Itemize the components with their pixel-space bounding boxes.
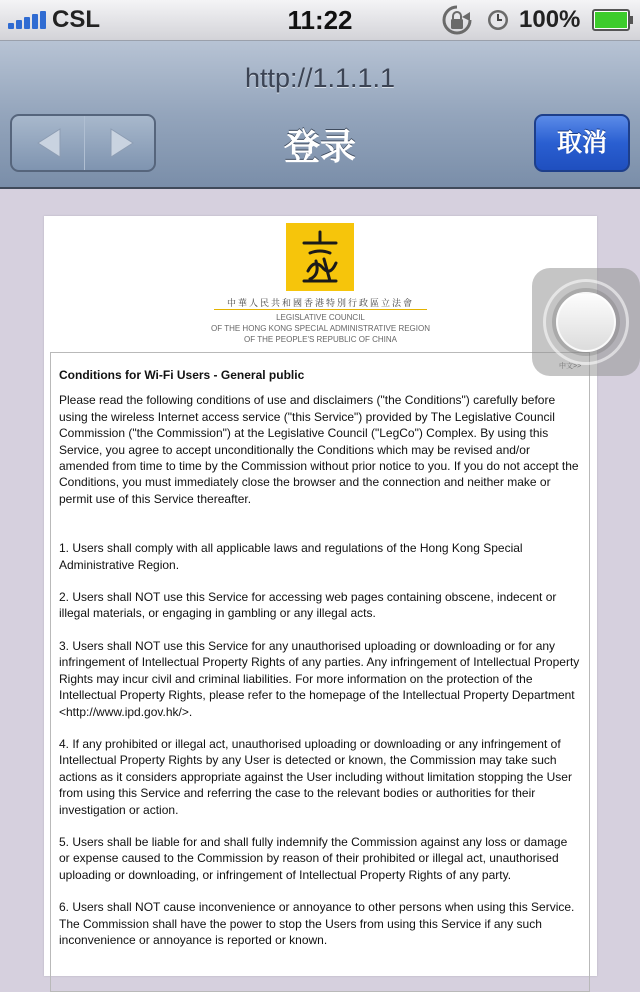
status-bar (0, 0, 640, 41)
assistive-core (556, 292, 616, 352)
legco-emblem-logo (286, 223, 354, 291)
org-line-2: OF THE HONG KONG SPECIAL ADMINISTRATIVE REGION (211, 324, 430, 333)
organisation-english-name (44, 312, 597, 345)
status-time: 11:22 (287, 5, 353, 35)
battery-percentage: 100% (519, 6, 581, 33)
terms-intro: Please read the following conditions of use and disclaimers ("the Conditions") carefully before using the wireless Internet access service ("this Service") provided by The Legislative Council Commission ("the Commission") at the Legislative Council ("LegCo") Complex. By using this Service, you agree to accept unconditionally the Conditions which may be revised and/or amended from time to time by the Commission without prior notice to you. If you do not accept the Conditions, you must immediately close the browser and the connection and neither make or permit use of this Service thereafter. (59, 393, 579, 506)
terms-title: Conditions for Wi-Fi Users - General public (59, 368, 305, 382)
terms-item: 3. Users shall NOT use this Service for any unauthorised uploading or downloading or for any infringement of Intellectual Property Rights of any parties. Any infringement of Intellectual Property Rights may incur civil and criminal liabilities. For more information on the protection of the Intellectual Property Rights, please refer to the homepage of the Intellectual Property Department <http://www.ipd.gov.hk/>. (59, 638, 580, 719)
battery-icon (592, 9, 634, 31)
org-line-1: LEGISLATIVE COUNCIL (276, 313, 365, 322)
terms-item: 1. Users shall comply with all applicable laws and regulations of the Hong Kong Special Administrative Region. (59, 541, 523, 572)
org-line-3: OF THE PEOPLE'S REPUBLIC OF CHINA (244, 335, 397, 344)
terms-item: 4. If any prohibited or illegal act, unauthorised uploading or downloading or any infringement of Intellectual Property Rights by any User is detected or known, the Commission may take such actions as it considers appropriate against the User including without limitation stopping the User from using this Service and referring the case to the relevant bodies or authorities for their investigation or action. (59, 736, 572, 817)
terms-item: 2. Users shall NOT use this Service for accessing web pages containing obscene, indecent or illegal materials, or engaging in gambling or any illegal acts. (59, 590, 557, 621)
terms-item: 6. Users shall NOT cause inconvenience or annoyance to other persons when using this Service. The Commission shall have the power to stop the Users from using this Service if any such inconvenience or annoyance is reported or known. (59, 900, 575, 947)
organisation-chinese-name: 中華人民共和國香港特別行政區立法會 (226, 298, 414, 308)
terms-item: 5. Users shall be liable for and shall fully indemnify the Commission against any loss or damage or expense caused to the Commission by reason of their prohibited or illegal act, unauthorised uploading or downloading, or infringement of Intellectual Property Rights of any party. (59, 834, 568, 882)
rotation-lock-icon (440, 4, 474, 36)
assistive-touch-icon[interactable] (532, 268, 640, 376)
divider (214, 309, 427, 310)
page-title: 登录 (283, 126, 356, 167)
browser-login-navbar (0, 41, 640, 189)
terms-conditions-box[interactable] (50, 352, 590, 992)
login-web-page (44, 216, 597, 976)
alarm-icon (486, 8, 510, 32)
url-label: http://1.1.1.1 (244, 63, 396, 93)
cancel-button[interactable]: 取消 (534, 114, 630, 172)
carrier-name: CSL (52, 6, 100, 33)
